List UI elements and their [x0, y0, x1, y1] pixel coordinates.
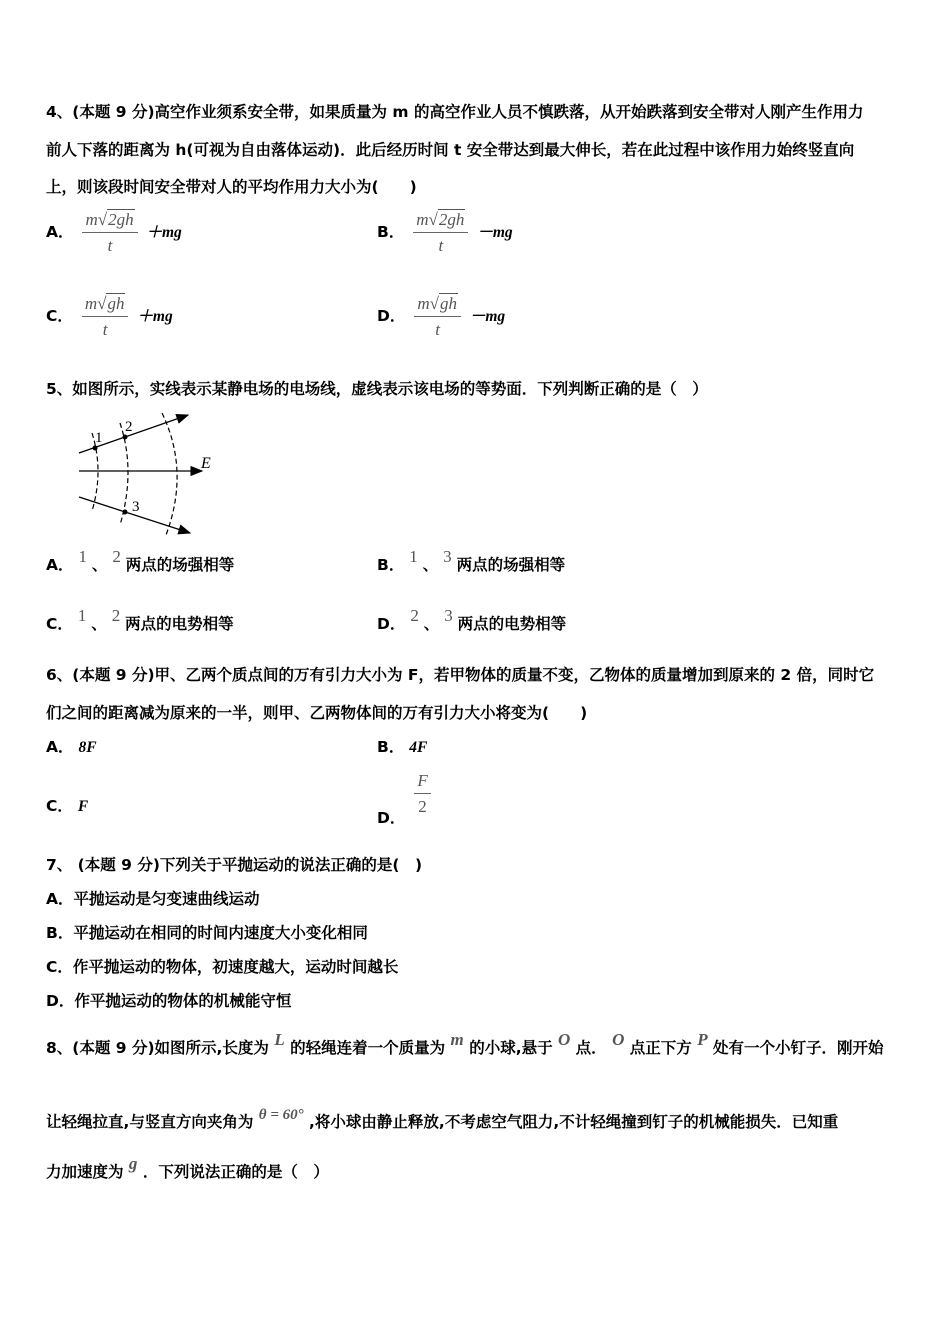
point-1-label: 1 — [95, 430, 103, 446]
option-label: D． — [377, 809, 406, 827]
q8-text-a: 8、(本题 9 分)如图所示,长度为 — [46, 1039, 269, 1057]
point-2-label: 2 — [125, 419, 133, 435]
q6-option-c[interactable] — [46, 796, 88, 817]
q8-stem-line2 — [46, 1107, 839, 1133]
symbol-m: m — [450, 1030, 464, 1049]
symbol-o: O — [557, 1030, 571, 1049]
q5-option-d[interactable] — [377, 606, 567, 634]
frac-den: t — [102, 320, 108, 339]
q8-text-c: 的小球,悬于 — [469, 1039, 553, 1057]
point-a: 2 — [410, 606, 419, 625]
q5-option-a[interactable] — [46, 547, 235, 575]
q4-stem-line2: 前人下落的距离为 h(可视为自由落体运动)．此后经历时间 t 安全带达到最大伸长，若在此过程中该作用力始终竖直向 — [46, 141, 855, 159]
point-b: 3 — [443, 547, 452, 566]
q5-option-b[interactable] — [377, 547, 566, 575]
option-tail: －mg — [469, 308, 506, 325]
option-value: 4F — [409, 739, 428, 756]
electric-field-figure — [70, 405, 230, 540]
option-text: 两点的电势相等 — [457, 615, 567, 633]
option-value: 8F — [78, 739, 97, 756]
frac-den: t — [435, 320, 440, 339]
q7-option-b[interactable]: B．平抛运动在相同的时间内速度大小变化相同 — [46, 924, 368, 942]
fraction: $\frac{m√gh}{t}$ — [414, 294, 461, 340]
frac-num: F — [414, 771, 430, 794]
point-b: 2 — [111, 606, 121, 625]
option-label: B． — [377, 556, 405, 574]
fraction — [414, 771, 430, 817]
separator: 、 — [91, 556, 108, 574]
option-label: D． — [377, 307, 406, 325]
q7-stem: 7、 (本题 9 分)下列关于平抛运动的说法正确的是( ) — [46, 856, 423, 874]
frac-den: t — [107, 236, 113, 255]
option-value: F — [77, 798, 89, 815]
symbol-theta: θ = 60° — [258, 1107, 304, 1123]
point-a: 1 — [77, 606, 87, 625]
q6-stem-line2: 们之间的距离减为原来的一半，则甲、乙两物体间的万有引力大小将变为( ) — [46, 704, 588, 722]
frac-num-prefix: m — [85, 210, 98, 229]
option-label: A． — [46, 738, 74, 756]
q8-text-j: ．下列说法正确的是（ ） — [142, 1163, 329, 1181]
q8-text-h: ,将小球由静止释放,不考虑空气阻力,不计轻绳撞到钉子的机械能损失．已知重 — [309, 1113, 839, 1131]
q8-text-b: 的轻绳连着一个质量为 — [290, 1039, 446, 1057]
frac-num-prefix: m — [84, 294, 98, 313]
option-label: B． — [377, 223, 405, 241]
radicand: gh — [107, 294, 125, 313]
option-text: 两点的场强相等 — [125, 556, 235, 574]
symbol-g: g — [128, 1154, 138, 1173]
q4-stem-line1: 4、(本题 9 分)高空作业须系安全带，如果质量为 m 的高空作业人员不慎跌落，从开始跌落到安全带对人刚产生作用力 — [46, 103, 864, 121]
option-label: C． — [46, 615, 73, 633]
q4-option-c[interactable] — [46, 294, 173, 340]
option-label: B． — [377, 738, 405, 756]
point-b: 2 — [112, 547, 121, 566]
option-label: C． — [46, 797, 73, 815]
point-1-dot — [93, 446, 98, 451]
option-text: 两点的场强相等 — [456, 556, 566, 574]
q8-text-g: 让轻绳拉直,与竖直方向夹角为 — [46, 1113, 254, 1131]
q8-text-f: 处有一个小钉子．刚开始 — [713, 1039, 884, 1057]
fraction: $\frac{m√2gh}{t}$ — [413, 210, 468, 256]
point-a: 1 — [409, 547, 418, 566]
q8-text-d: 点． — [575, 1039, 607, 1057]
point-a: 1 — [78, 547, 87, 566]
separator: 、 — [91, 615, 107, 633]
q6-stem-line1: 6、(本题 9 分)甲、乙两个质点间的万有引力大小为 F，若甲物体的质量不变，乙物体的质量增加到原来的 2 倍，同时它 — [46, 666, 875, 684]
radicand: gh — [439, 294, 457, 313]
radicand: 2gh — [438, 210, 465, 229]
q8-stem-line3 — [46, 1154, 329, 1182]
option-label: D． — [377, 615, 406, 633]
q4-stem-line3: 上，则该段时间安全带对人的平均作用力大小为( ) — [46, 178, 417, 196]
option-tail: ＋mg — [137, 308, 173, 325]
q6-option-b[interactable] — [377, 737, 427, 758]
symbol-o: O — [612, 1030, 625, 1049]
q8-text-e: 点正下方 — [629, 1039, 692, 1057]
q8-text-i: 力加速度为 — [46, 1163, 124, 1181]
point-3-label: 3 — [132, 499, 140, 515]
fraction: $\frac{m√gh}{t}$ — [82, 294, 129, 340]
option-label: A． — [46, 223, 74, 241]
separator: 、 — [423, 615, 440, 633]
q4-option-b[interactable] — [377, 210, 513, 256]
q5-option-c[interactable] — [46, 606, 234, 634]
frac-num-prefix: m — [417, 294, 430, 313]
equipotential-3 — [162, 413, 177, 535]
q6-option-a[interactable] — [46, 737, 97, 758]
q7-option-c[interactable]: C．作平抛运动的物体，初速度越大，运动时间越长 — [46, 958, 399, 976]
q5-stem: 5、如图所示，实线表示某静电场的电场线，虚线表示该电场的等势面．下列判断正确的是（ ） — [46, 380, 708, 398]
frac-den: t — [438, 236, 444, 255]
separator: 、 — [422, 556, 439, 574]
frac-num-prefix: m — [416, 210, 429, 229]
radicand: 2gh — [108, 210, 134, 229]
frac-den: 2 — [418, 797, 427, 816]
symbol-l: L — [274, 1030, 285, 1049]
q8-stem-line1 — [46, 1030, 884, 1058]
q4-option-d[interactable] — [377, 294, 505, 340]
q4-option-a[interactable] — [46, 210, 182, 256]
option-label: C． — [46, 307, 73, 325]
point-2-dot — [123, 435, 128, 440]
option-label: A． — [46, 556, 74, 574]
fraction: $\frac{m√2gh}{t}$ — [82, 210, 137, 256]
point-3-dot — [123, 510, 128, 515]
symbol-p: P — [697, 1030, 708, 1049]
option-tail: ＋mg — [146, 224, 182, 241]
q6-option-d[interactable] — [377, 771, 435, 827]
option-text: 两点的电势相等 — [125, 615, 234, 633]
q7-option-a[interactable]: A．平抛运动是匀变速曲线运动 — [46, 890, 260, 908]
q7-option-d[interactable]: D．作平抛运动的物体的机械能守恒 — [46, 992, 292, 1010]
option-tail: －mg — [477, 224, 513, 241]
point-b: 3 — [444, 606, 453, 625]
field-label: E — [201, 455, 211, 472]
